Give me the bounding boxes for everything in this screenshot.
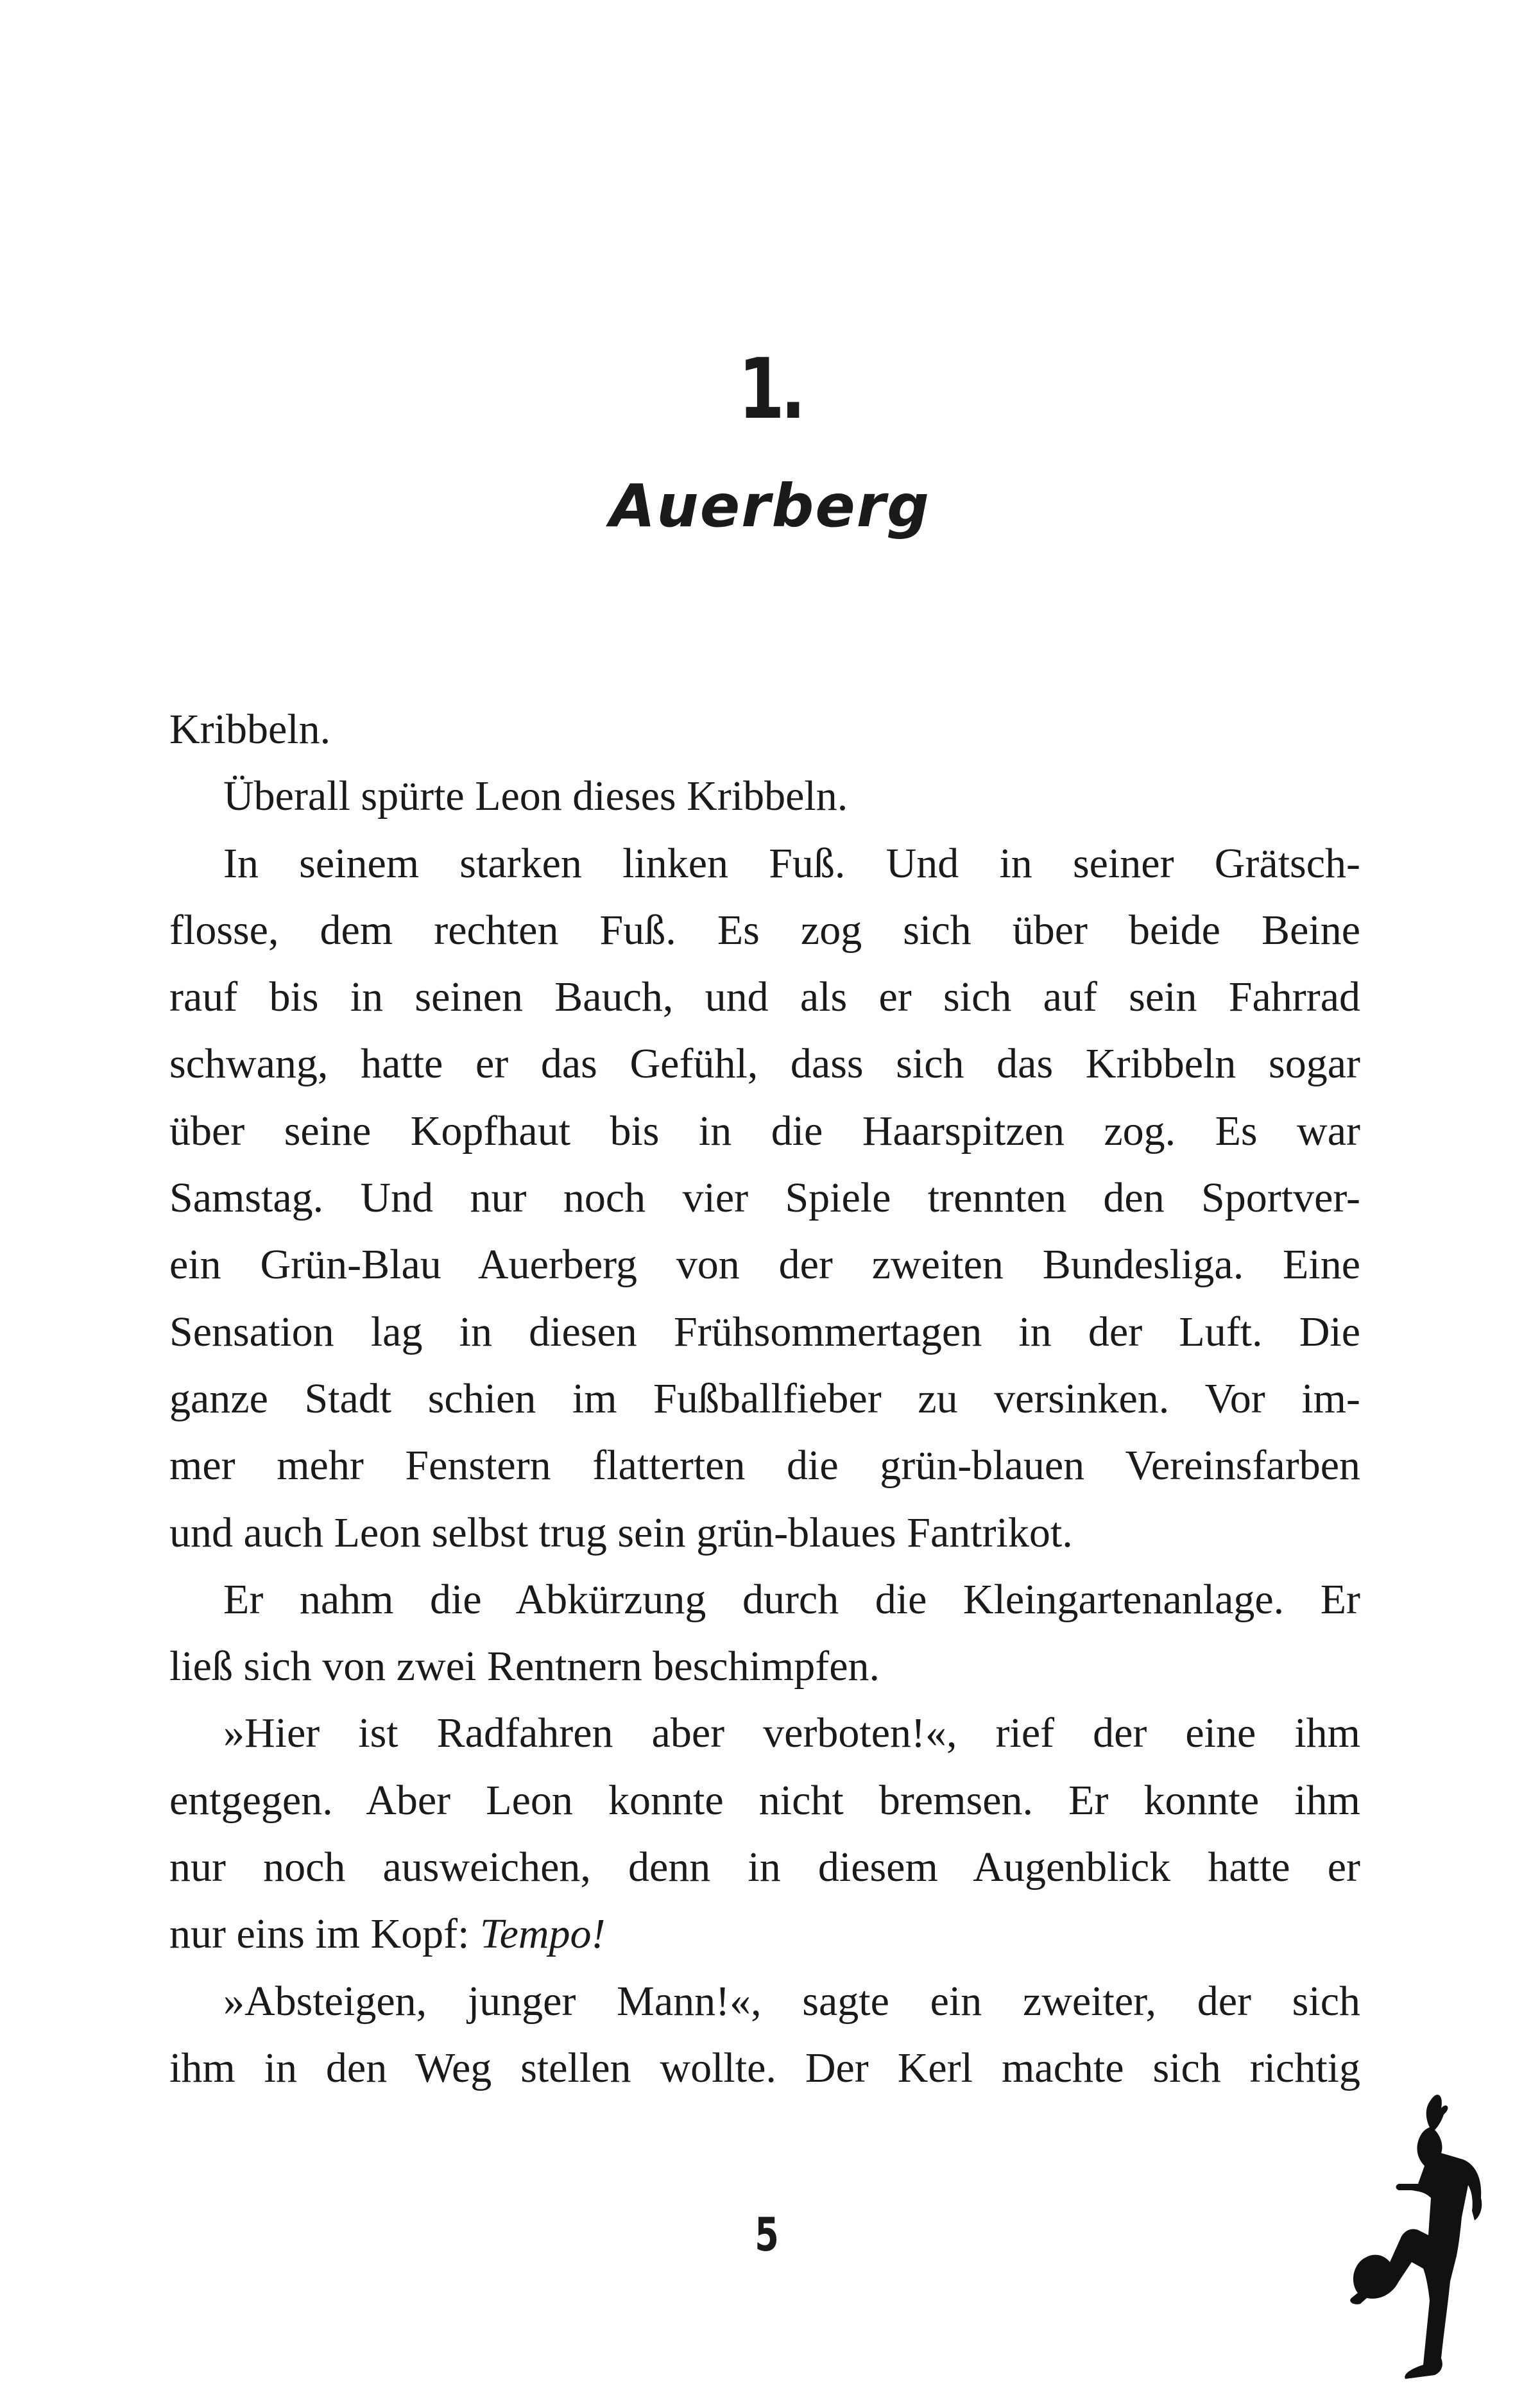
text-line [169,1901,1360,1968]
text-line [169,1767,1360,1834]
text-line-content: In seinem starken linken Fuß. Und in seiner Grätsch- [223,839,1360,887]
text-line [169,1165,1360,1231]
text-line [169,1231,1360,1298]
page-number: 5 [755,2208,779,2261]
text-line [169,763,1360,830]
text-line-content: nur eins im Kopf: [169,1910,480,1958]
text-line [169,1700,1360,1767]
text-line-content: über seine Kopfhaut bis in die Haarspitzen zog. Es war [169,1107,1360,1154]
chapter-title: Auerberg [610,472,930,540]
text-line-content: nur noch ausweichen, denn in diesem Augenblick hatte er [169,1844,1360,1891]
text-line [169,1366,1360,1432]
text-line-content: ganze Stadt schien im Fußballfieber zu versinken. Vor im- [169,1375,1360,1422]
text-line-content: Überall spürte Leon dieses Kribbeln. [223,773,848,820]
text-line-content: Samstag. Und nur noch vier Spiele trennten den Sportver- [169,1174,1360,1222]
text-line-content: »Hier ist Radfahren aber verboten!«, rief der eine ihm [223,1710,1360,1757]
text-line-content: ein Grün-Blau Auerberg von der zweiten Bundesliga. Eine [169,1241,1360,1289]
text-line-content: rauf bis in seinen Bauch, und als er sich auf sein Fahrrad [169,974,1360,1021]
text-line-content: Sensation lag in diesen Frühsommertagen in der Luft. Die [169,1308,1360,1355]
text-line [169,897,1360,964]
text-line [169,1633,1360,1700]
football-player-silhouette-icon [1315,2089,1508,2384]
text-line-content: ihm in den Weg stellen wollte. Der Kerl machte sich richtig [169,2044,1360,2091]
text-line [169,696,1360,763]
body-text [169,696,1360,2102]
text-line [169,1098,1360,1165]
text-line [169,1500,1360,1566]
text-line [169,964,1360,1031]
text-line [169,1031,1360,1097]
text-line [169,1432,1360,1499]
text-line [169,2035,1360,2102]
italic-emphasis: Tempo! [479,1910,606,1958]
text-line-content: »Absteigen, junger Mann!«, sagte ein zweiter, der sich [223,1977,1360,2025]
text-line [169,1834,1360,1901]
text-line-content: Kribbeln. [169,706,331,753]
text-line-content: flosse, dem rechten Fuß. Es zog sich über beide Beine [169,906,1360,954]
text-line [169,830,1360,897]
text-line-content: mer mehr Fenstern flatterten die grün-blauen Vereinsfarben [169,1442,1360,1489]
text-line-content: Er nahm die Abkürzung durch die Kleingartenanlage. Er [223,1575,1360,1623]
chapter-number: 1. [738,340,802,438]
text-line-content: schwang, hatte er das Gefühl, dass sich das Kribbeln sogar [169,1040,1360,1088]
text-line [169,1299,1360,1366]
text-line-content: entgegen. Aber Leon konnte nicht bremsen. Er konnte ihm [169,1776,1360,1824]
text-line [169,1968,1360,2035]
text-line-content: ließ sich von zwei Rentnern beschimpfen. [169,1643,880,1690]
text-line-content: und auch Leon selbst trug sein grün-blaues Fantrikot. [169,1509,1073,1556]
text-line [169,1566,1360,1633]
